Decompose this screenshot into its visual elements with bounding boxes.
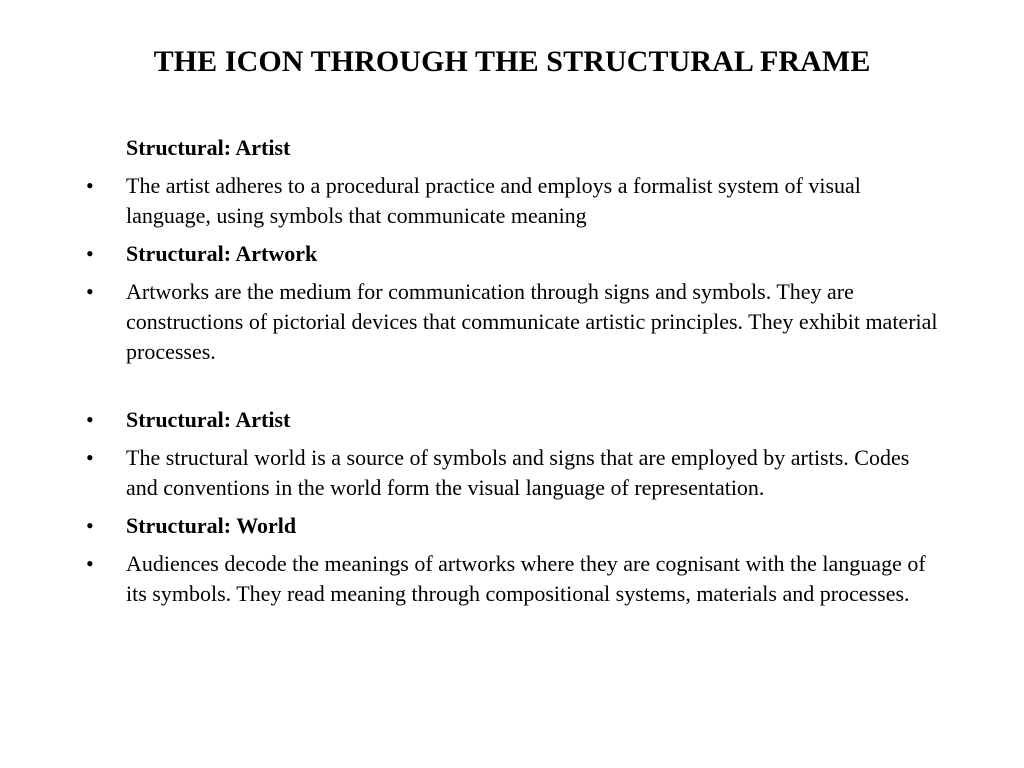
item-heading: Structural: Artist	[126, 407, 291, 432]
list-item	[84, 277, 944, 367]
item-text: The artist adheres to a procedural practice and employs a formalist system of visual language, using symbols that communicate meaning	[126, 173, 861, 228]
bullet-marker: •	[86, 407, 94, 432]
list-item	[84, 443, 944, 503]
bullet-marker: •	[86, 551, 94, 576]
list-item	[84, 511, 944, 541]
list-item	[84, 405, 944, 435]
bullet-list	[84, 133, 944, 617]
bullet-marker: •	[86, 445, 94, 470]
list-item	[84, 133, 944, 163]
bullet-marker: •	[86, 173, 94, 198]
item-heading: Structural: Artwork	[126, 241, 318, 266]
list-item	[84, 239, 944, 269]
bullet-marker: •	[86, 279, 94, 304]
bullet-marker: •	[86, 513, 94, 538]
list-item	[84, 171, 944, 231]
item-text: Audiences decode the meanings of artworks where they are cognisant with the language of its symbols. They read meaning through compositional systems, materials and processes.	[126, 551, 926, 606]
slide-title: THE ICON THROUGH THE STRUCTURAL FRAME	[153, 45, 871, 78]
bullet-marker: •	[86, 241, 94, 266]
item-heading: Structural: Artist	[126, 135, 291, 160]
item-text: Artworks are the medium for communication through signs and symbols. They are constructions of pictorial devices that communicate artistic principles. They exhibit material processes.	[126, 279, 938, 364]
item-text: The structural world is a source of symbols and signs that are employed by artists. Codes and conventions in the world form the visual language of representation.	[126, 445, 910, 500]
list-item	[84, 549, 944, 609]
item-heading: Structural: World	[126, 513, 297, 538]
